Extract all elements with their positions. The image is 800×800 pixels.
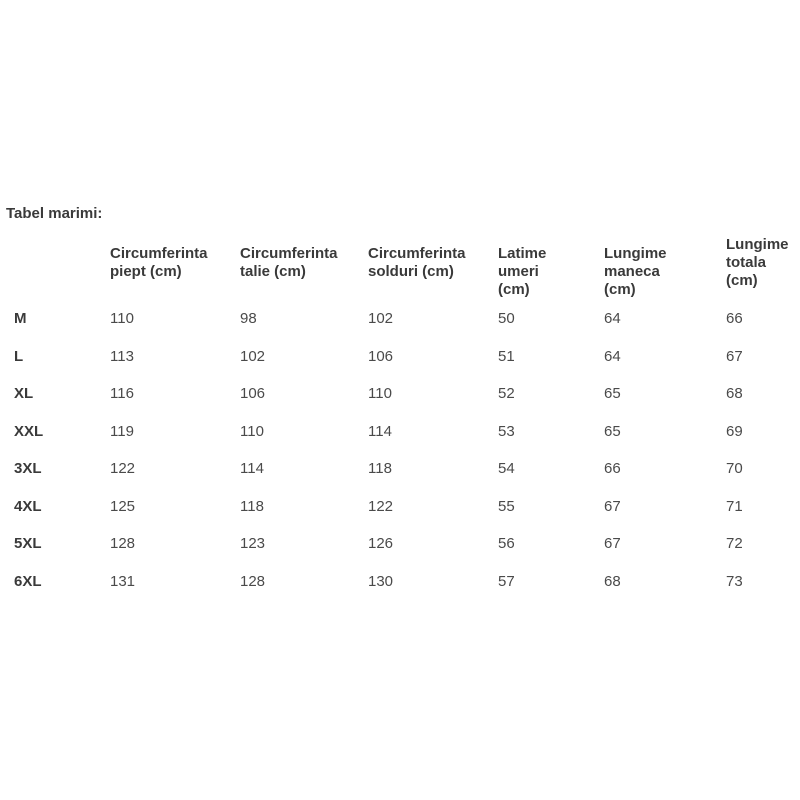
table-cell: 51 [498, 347, 515, 365]
table-cell: 119 [110, 422, 134, 440]
table-cell: 50 [498, 310, 515, 327]
table-cell: 118 [368, 460, 392, 477]
table-cell: 106 [240, 385, 266, 402]
table-cell: 68 [604, 572, 621, 590]
column-header-line: Lungime [604, 245, 667, 262]
size-label: XL [14, 385, 34, 402]
table-cell: 128 [240, 572, 266, 590]
column-header-line: Circumferinta [110, 245, 208, 262]
table-cell: 70 [726, 460, 743, 477]
table-cell: 67 [604, 535, 621, 552]
table-cell: 110 [368, 385, 392, 402]
table-cell: 65 [604, 422, 621, 440]
table-cell: 116 [110, 385, 134, 402]
table-cell: 56 [498, 535, 515, 552]
table-cell: 67 [604, 497, 621, 515]
size-label: 3XL [14, 460, 42, 477]
table-cell: 54 [498, 460, 515, 477]
table-cell: 65 [604, 385, 621, 402]
size-label: L [14, 347, 24, 365]
table-cell: 110 [240, 422, 264, 440]
size-label: XXL [14, 422, 44, 440]
column-header [498, 245, 546, 299]
size-label: M [14, 310, 27, 327]
table-cell: 57 [498, 572, 515, 590]
column-header-line: Circumferinta [240, 245, 338, 262]
table-cell: 106 [368, 347, 394, 365]
table-cell: 67 [726, 347, 743, 365]
table-cell: 64 [604, 347, 621, 365]
table-cell: 53 [498, 422, 515, 440]
table-cell: 125 [110, 497, 136, 515]
table-title: Tabel marimi: [6, 205, 103, 222]
column-header-line: Latime [498, 245, 547, 262]
table-cell: 98 [240, 310, 257, 327]
column-header-line: talie (cm) [240, 263, 306, 280]
column-header-line: Circumferinta [368, 245, 466, 262]
table-cell: 126 [368, 535, 394, 552]
column-header [726, 236, 789, 290]
table-cell: 110 [110, 310, 134, 327]
column-header [240, 245, 338, 281]
table-cell: 102 [368, 310, 394, 327]
column-header [110, 245, 208, 281]
table-cell: 122 [368, 497, 394, 515]
table-cell: 118 [240, 497, 264, 515]
column-header-line: totala [726, 254, 767, 271]
table-cell: 130 [368, 572, 394, 590]
column-header-line: (cm) [726, 272, 758, 289]
table-cell: 55 [498, 497, 515, 515]
table-cell: 123 [240, 535, 266, 552]
column-header-line: piept (cm) [110, 263, 182, 280]
table-cell: 64 [604, 310, 621, 327]
table-cell: 122 [110, 460, 136, 477]
table-cell: 128 [110, 535, 136, 552]
size-label: 4XL [14, 497, 42, 515]
column-header [368, 245, 466, 281]
table-cell: 72 [726, 535, 743, 552]
table-cell: 68 [726, 385, 743, 402]
column-header-line: umeri (cm) [498, 263, 539, 298]
column-header [604, 245, 667, 299]
table-cell: 131 [110, 572, 136, 590]
table-cell: 52 [498, 385, 515, 402]
column-header-line: solduri (cm) [368, 263, 454, 280]
table-cell: 69 [726, 422, 743, 440]
table-cell: 114 [240, 460, 264, 477]
table-cell: 66 [726, 310, 743, 327]
table-cell: 71 [726, 497, 743, 515]
table-cell: 114 [368, 422, 392, 440]
size-label: 5XL [14, 535, 42, 552]
size-label: 6XL [14, 572, 42, 590]
table-cell: 73 [726, 572, 743, 590]
column-header-line: Lungime [726, 236, 789, 253]
table-cell: 102 [240, 347, 266, 365]
column-header-line: maneca (cm) [604, 263, 660, 298]
table-cell: 66 [604, 460, 621, 477]
table-cell: 113 [110, 347, 134, 365]
